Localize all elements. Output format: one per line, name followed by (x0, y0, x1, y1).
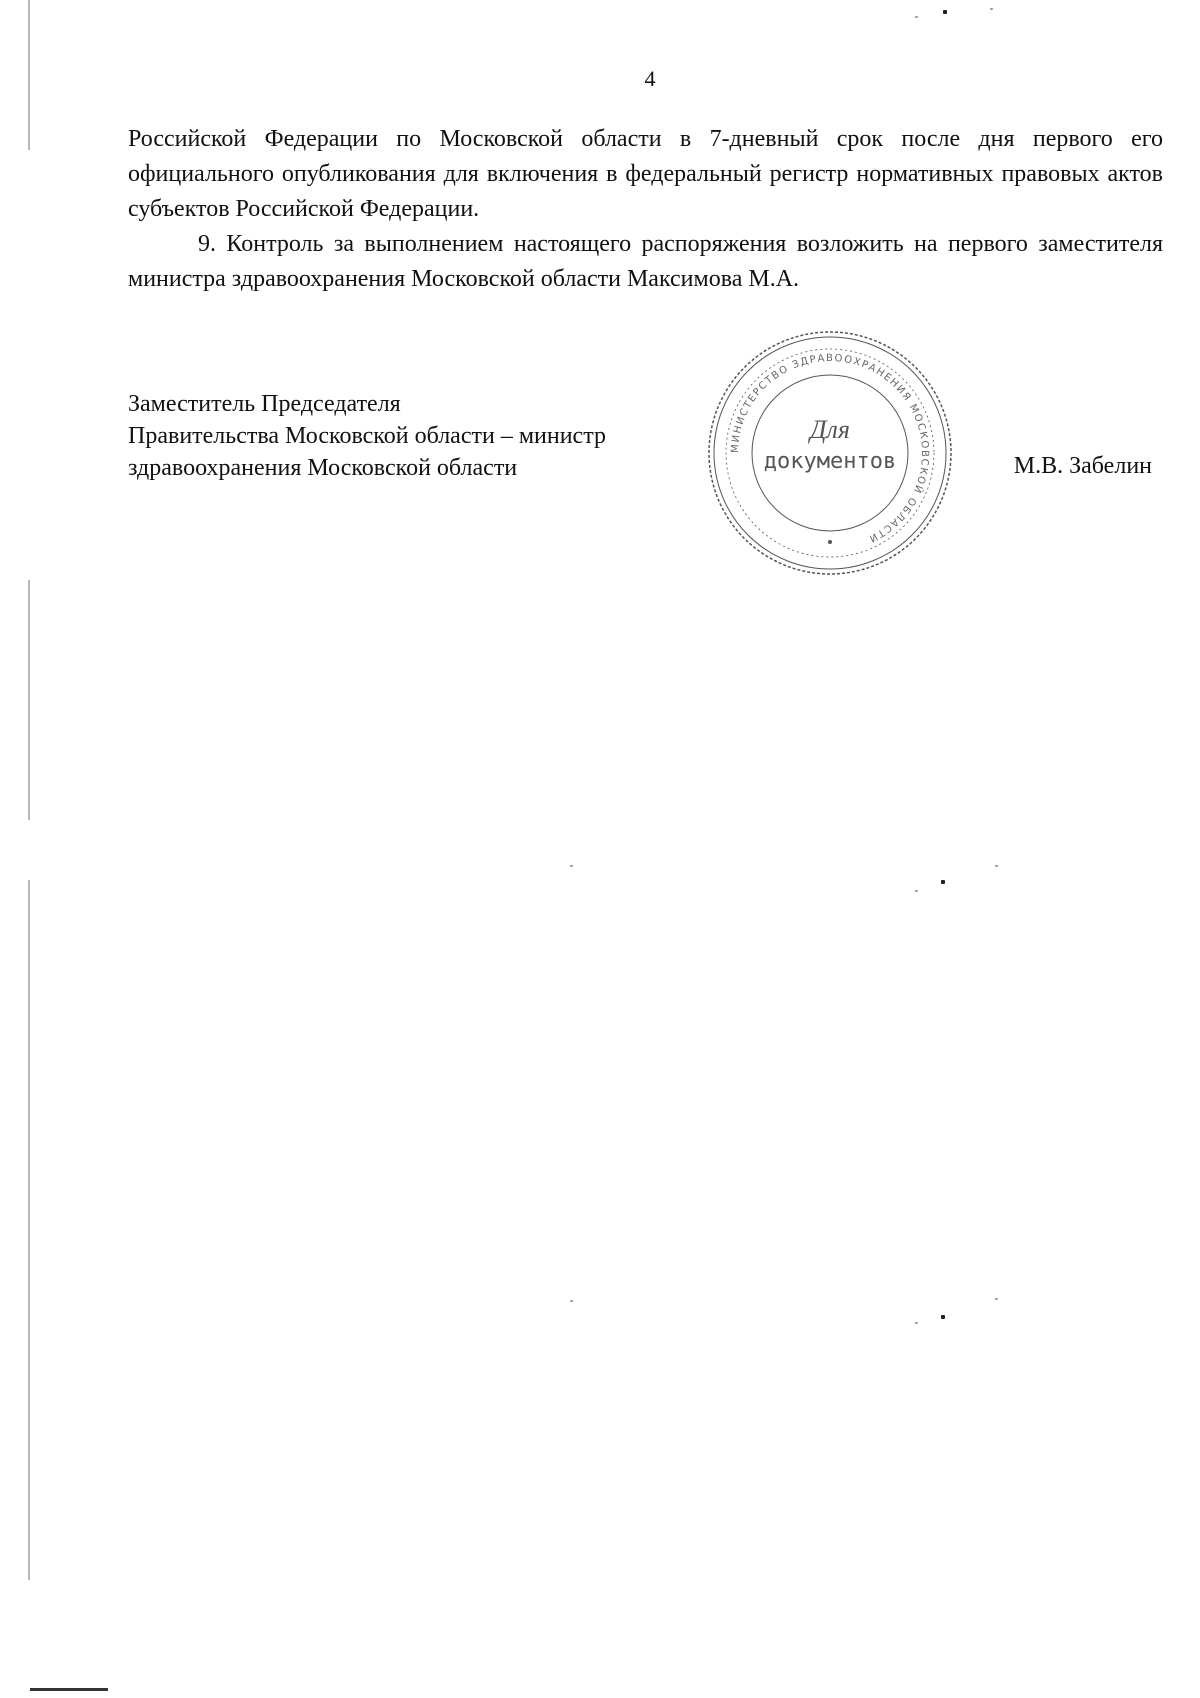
scan-speck (915, 1322, 918, 1324)
page-number: 4 (644, 66, 656, 91)
signer-position-line: здравоохранения Московской области (128, 455, 518, 481)
scan-speck (943, 10, 947, 14)
seal-dot (828, 540, 832, 544)
seal-ring-textpath: МИНИСТЕРСТВО ЗДРАВООХРАНЕНИЯ МОСКОВСКОЙ ОБЛАСТИ (729, 352, 931, 545)
signer-name: М.В. Забелин (1013, 453, 1152, 479)
signer-position-line: Заместитель Председателя (128, 391, 401, 417)
scan-left-edge-mid (28, 580, 30, 820)
official-seal-stamp (705, 328, 955, 578)
seal-center-line-1: Для (810, 415, 850, 444)
scan-speck (570, 865, 573, 867)
scan-speck (990, 8, 993, 10)
seal-center-line-2: документов (763, 449, 897, 474)
paragraph-continuation: Российской Федерации по Московской области в 7-дневный срок после дня первого его официального опубликования для включения в федеральный регистр нормативных правовых актов субъектов Российской Федерации. (128, 126, 1163, 222)
scan-speck (570, 1300, 573, 1302)
scan-speck (941, 1315, 945, 1319)
scan-left-edge-low (28, 880, 30, 1580)
scan-speck (995, 1298, 998, 1300)
scan-speck (995, 865, 998, 867)
signer-position-line: Правительства Московской области – министр (128, 423, 606, 449)
scan-speck (915, 890, 918, 892)
signature-block (128, 388, 606, 484)
paragraph-item-9: 9. Контроль за выполнением настоящего распоряжения возложить на первого заместителя министра здравоохранения Московской области Максимова М.А. (128, 231, 1163, 292)
scan-speck (941, 880, 945, 884)
scan-bottom-mark (30, 1688, 108, 1691)
scan-speck (915, 16, 918, 18)
